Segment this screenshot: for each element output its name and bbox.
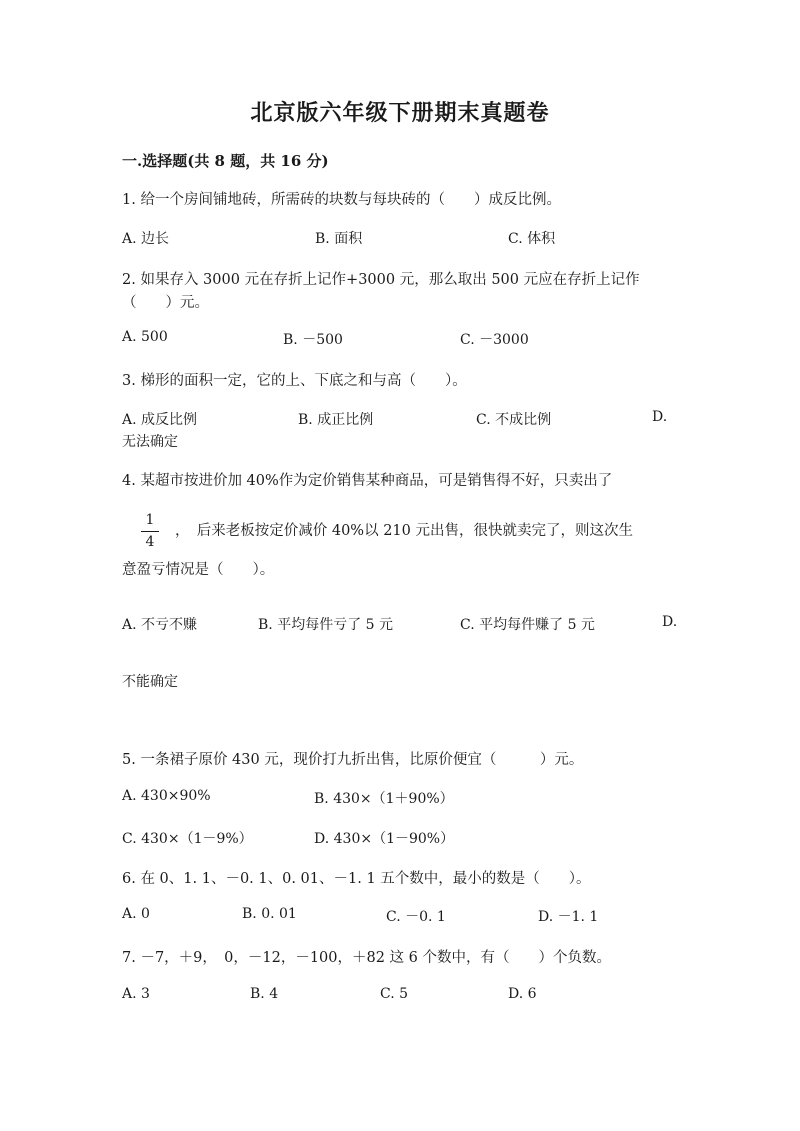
question-2-option-c[interactable]: C. －3000	[460, 332, 529, 348]
page-title: 北京版六年级下册期末真题卷	[250, 100, 550, 126]
question-5-option-d[interactable]: D. 430×（1－90%）	[314, 831, 455, 847]
question-6-option-d[interactable]: D. －1. 1	[538, 909, 599, 925]
question-5-stem: 5. 一条裙子原价 430 元，现价打九折出售，比原价便宜（ ）元。	[122, 752, 584, 768]
question-4-option-a[interactable]: A. 不亏不赚	[122, 617, 198, 633]
fraction-bar	[141, 531, 159, 532]
fraction-one-quarter	[141, 512, 159, 551]
question-7-stem: 7. －7，＋9， 0，－12，－100，＋82 这 6 个数中，有（ ）个负数。	[122, 950, 611, 966]
question-1-option-c[interactable]: C. 体积	[508, 231, 556, 247]
fraction-numerator: 1	[145, 512, 155, 528]
question-7-option-a[interactable]: A. 3	[122, 986, 150, 1002]
question-1-option-b[interactable]: B. 面积	[315, 231, 363, 247]
question-3-option-d-text: 无法确定	[122, 434, 178, 450]
question-1-stem: 1. 给一个房间铺地砖，所需砖的块数与每块砖的（ ）成反比例。	[122, 192, 561, 208]
question-4-stem-line1: 4. 某超市按进价加 40%作为定价销售某种商品，可是销售得不好，只卖出了	[122, 473, 613, 489]
question-6-option-c[interactable]: C. －0. 1	[386, 909, 446, 925]
question-3-option-b[interactable]: B. 成正比例	[298, 412, 374, 428]
question-3-stem: 3. 梯形的面积一定，它的上、下底之和与高（ ）。	[122, 373, 467, 389]
question-4-option-b[interactable]: B. 平均每件亏了 5 元	[258, 617, 393, 633]
question-2-option-b[interactable]: B. －500	[283, 332, 343, 348]
question-6-option-b[interactable]: B. 0. 01	[242, 906, 297, 922]
question-2-stem-line2: （ ）元。	[122, 295, 209, 311]
question-7-option-d[interactable]: D. 6	[508, 986, 537, 1002]
question-7-option-c[interactable]: C. 5	[380, 986, 409, 1002]
question-4-option-c[interactable]: C. 平均每件赚了 5 元	[460, 617, 595, 633]
question-4-option-d-text: 不能确定	[122, 674, 178, 690]
section-heading: 一.选择题(共 8 题，共 16 分)	[122, 152, 329, 170]
question-1-option-a[interactable]: A. 边长	[122, 231, 170, 247]
question-2-stem-line1: 2. 如果存入 3000 元在存折上记作+3000 元，那么取出 500 元应在存折上记作	[122, 272, 640, 288]
question-5-option-c[interactable]: C. 430×（1－9%）	[122, 831, 253, 847]
question-5-option-a[interactable]: A. 430×90%	[122, 788, 211, 804]
question-4-stem-line2: ， 后来老板按定价减价 40%以 210 元出售，很快就卖完了，则这次生	[175, 523, 633, 539]
question-3-option-a[interactable]: A. 成反比例	[122, 412, 198, 428]
fraction-denominator: 4	[145, 534, 155, 550]
question-6-option-a[interactable]: A. 0	[122, 906, 150, 922]
question-3-option-d[interactable]: D.	[652, 409, 668, 425]
question-2-option-a[interactable]: A. 500	[122, 329, 168, 345]
question-4-option-d[interactable]: D.	[662, 614, 678, 630]
question-6-stem: 6. 在 0、1. 1、－0. 1、0. 01、－1. 1 五个数中，最小的数是（ ）。	[122, 871, 591, 887]
question-7-option-b[interactable]: B. 4	[250, 986, 279, 1002]
question-4-stem-line3: 意盈亏情况是（ ）。	[122, 562, 275, 578]
question-5-option-b[interactable]: B. 430×（1＋90%）	[314, 791, 454, 807]
question-3-option-c[interactable]: C. 不成比例	[476, 412, 552, 428]
